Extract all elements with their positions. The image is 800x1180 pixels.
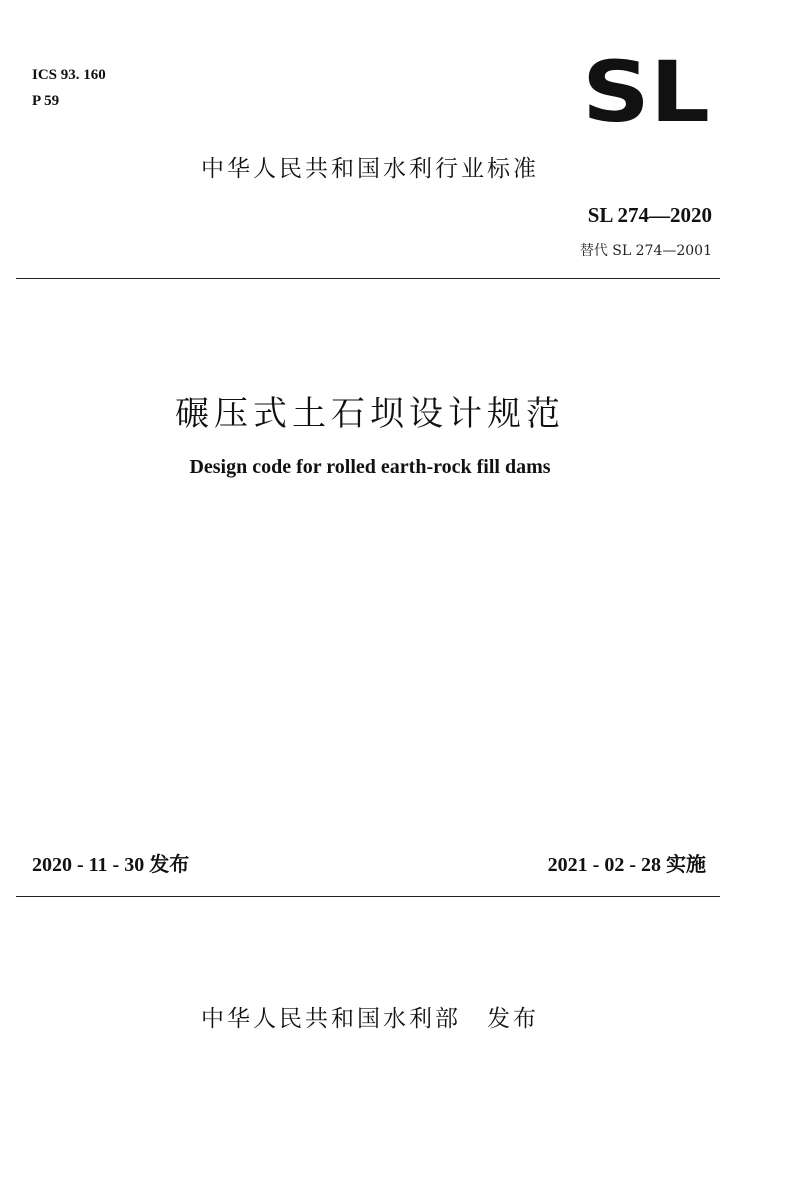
classification-codes [32,62,106,114]
publisher: 中华人民共和国水利部 发布 [201,1006,539,1032]
document-title-english: Design code for rolled earth-rock fill dams [189,456,551,478]
issue-date: 2020 - 11 - 30 发布 [32,854,190,876]
sl-logo-text: SL [582,57,710,127]
top-divider [16,278,720,279]
replaces-standard: 替代 SL 274—2001 [579,243,712,259]
ics-code: ICS 93. 160 [32,67,106,83]
bottom-divider [16,896,720,897]
standard-number: SL 274—2020 [587,203,712,227]
effective-date: 2021 - 02 - 28 实施 [547,854,706,876]
category-code: P 59 [32,93,60,109]
sl-logo [581,57,711,127]
industry-standard-title: 中华人民共和国水利行业标准 [201,156,539,182]
document-title: 碾压式土石坝设计规范 [175,394,565,434]
